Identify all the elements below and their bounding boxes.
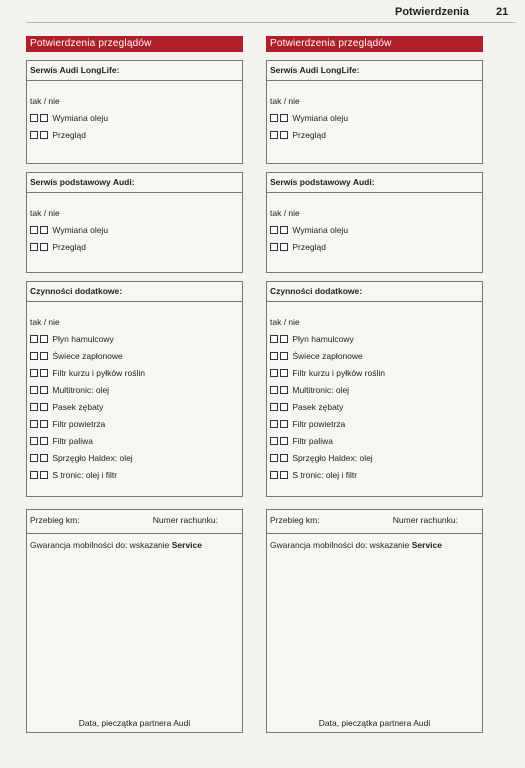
yes-checkbox[interactable] bbox=[30, 437, 38, 445]
check-label: Sprzęgło Haldex: olej bbox=[292, 453, 373, 463]
check-label: Przegląd bbox=[52, 130, 86, 140]
no-checkbox[interactable] bbox=[280, 403, 288, 411]
check-row bbox=[270, 365, 479, 382]
extra-tasks-title: Czynności dodatkowe: bbox=[267, 282, 482, 302]
yes-checkbox[interactable] bbox=[270, 243, 278, 251]
check-row bbox=[30, 416, 239, 433]
no-checkbox[interactable] bbox=[40, 471, 48, 479]
check-row bbox=[30, 331, 239, 348]
yes-no-label: tak / nie bbox=[30, 96, 60, 106]
section-header: Potwierdzenia przeglądów bbox=[266, 36, 483, 52]
yes-checkbox[interactable] bbox=[30, 471, 38, 479]
extra-tasks-box bbox=[26, 281, 243, 497]
no-checkbox[interactable] bbox=[280, 386, 288, 394]
yes-checkbox[interactable] bbox=[30, 403, 38, 411]
check-row bbox=[270, 222, 479, 239]
no-checkbox[interactable] bbox=[40, 386, 48, 394]
no-checkbox[interactable] bbox=[40, 454, 48, 462]
confirmation-box bbox=[266, 509, 483, 733]
check-label: Wymiana oleju bbox=[292, 113, 349, 123]
no-checkbox[interactable] bbox=[40, 335, 48, 343]
yes-checkbox[interactable] bbox=[30, 420, 38, 428]
yes-checkbox[interactable] bbox=[270, 226, 278, 234]
check-label: Przegląd bbox=[292, 242, 326, 252]
check-label: Filtr powietrza bbox=[52, 419, 106, 429]
check-label: Multitronic: olej bbox=[292, 385, 350, 395]
yes-checkbox[interactable] bbox=[270, 420, 278, 428]
no-checkbox[interactable] bbox=[40, 420, 48, 428]
dealer-stamp-label: Data, pieczątka partnera Audi bbox=[78, 718, 191, 728]
check-label: Przegląd bbox=[292, 130, 326, 140]
extra-tasks-box bbox=[266, 281, 483, 497]
check-label: S tronic: olej i filtr bbox=[52, 470, 118, 480]
check-label: Wymiana oleju bbox=[52, 225, 109, 235]
yes-checkbox[interactable] bbox=[30, 335, 38, 343]
check-row bbox=[30, 348, 239, 365]
guarantee-service-label: Service bbox=[411, 540, 442, 550]
yes-checkbox[interactable] bbox=[270, 352, 278, 360]
basic-service-title: Serwis podstawowy Audi: bbox=[267, 173, 482, 193]
column-right bbox=[266, 36, 483, 741]
yes-checkbox[interactable] bbox=[30, 369, 38, 377]
section-header: Potwierdzenia przeglądów bbox=[26, 36, 243, 52]
check-row bbox=[30, 467, 239, 484]
check-row bbox=[270, 399, 479, 416]
column-left bbox=[26, 36, 243, 741]
check-row bbox=[270, 416, 479, 433]
check-row bbox=[30, 450, 239, 467]
check-label: Filtr paliwa bbox=[52, 436, 93, 446]
invoice-field[interactable]: Numer rachunku: bbox=[152, 515, 218, 525]
yes-checkbox[interactable] bbox=[270, 131, 278, 139]
yes-no-label: tak / nie bbox=[270, 317, 300, 327]
basic-service-box bbox=[266, 172, 483, 273]
no-checkbox[interactable] bbox=[280, 131, 288, 139]
check-row bbox=[30, 365, 239, 382]
check-row bbox=[270, 110, 479, 127]
no-checkbox[interactable] bbox=[40, 226, 48, 234]
no-checkbox[interactable] bbox=[280, 454, 288, 462]
no-checkbox[interactable] bbox=[280, 471, 288, 479]
page-number: 21 bbox=[496, 6, 509, 18]
no-checkbox[interactable] bbox=[40, 352, 48, 360]
check-label: Filtr powietrza bbox=[292, 419, 346, 429]
no-checkbox[interactable] bbox=[40, 403, 48, 411]
check-label: S tronic: olej i filtr bbox=[292, 470, 358, 480]
check-row bbox=[270, 348, 479, 365]
longlife-box bbox=[266, 60, 483, 164]
no-checkbox[interactable] bbox=[40, 131, 48, 139]
yes-checkbox[interactable] bbox=[270, 335, 278, 343]
yes-checkbox[interactable] bbox=[270, 403, 278, 411]
check-label: Pasek zębaty bbox=[292, 402, 344, 412]
extra-tasks-title: Czynności dodatkowe: bbox=[27, 282, 242, 302]
check-label: Filtr kurzu i pyłków roślin bbox=[52, 368, 145, 378]
check-label: Sprzęgło Haldex: olej bbox=[52, 453, 133, 463]
mobility-guarantee-field[interactable] bbox=[267, 534, 482, 556]
no-checkbox[interactable] bbox=[40, 369, 48, 377]
yes-no-label: tak / nie bbox=[30, 208, 60, 218]
no-checkbox[interactable] bbox=[40, 114, 48, 122]
no-checkbox[interactable] bbox=[280, 352, 288, 360]
guarantee-label: Gwarancja mobilności do: wskazanie bbox=[30, 540, 170, 550]
no-checkbox[interactable] bbox=[280, 335, 288, 343]
no-checkbox[interactable] bbox=[40, 243, 48, 251]
header-rule bbox=[26, 22, 516, 23]
no-checkbox[interactable] bbox=[280, 420, 288, 428]
invoice-field[interactable]: Numer rachunku: bbox=[392, 515, 458, 525]
check-row bbox=[270, 450, 479, 467]
check-row bbox=[30, 433, 239, 450]
page-title: Potwierdzenia bbox=[395, 6, 469, 18]
check-label: Świece zapłonowe bbox=[292, 351, 363, 361]
check-row bbox=[30, 222, 239, 239]
longlife-title: Serwis Audi LongLife: bbox=[267, 61, 482, 81]
no-checkbox[interactable] bbox=[280, 226, 288, 234]
check-row bbox=[270, 467, 479, 484]
yes-checkbox[interactable] bbox=[270, 386, 278, 394]
no-checkbox[interactable] bbox=[40, 437, 48, 445]
yes-checkbox[interactable] bbox=[30, 454, 38, 462]
yes-checkbox[interactable] bbox=[30, 226, 38, 234]
confirmation-box bbox=[26, 509, 243, 733]
longlife-title: Serwis Audi LongLife: bbox=[27, 61, 242, 81]
yes-checkbox[interactable] bbox=[30, 352, 38, 360]
check-row bbox=[30, 399, 239, 416]
guarantee-service-label: Service bbox=[171, 540, 202, 550]
check-label: Świece zapłonowe bbox=[52, 351, 123, 361]
check-row bbox=[30, 382, 239, 399]
yes-checkbox[interactable] bbox=[270, 454, 278, 462]
check-label: Pasek zębaty bbox=[52, 402, 104, 412]
mobility-guarantee-field[interactable] bbox=[27, 534, 242, 556]
check-row bbox=[30, 239, 239, 256]
check-row bbox=[30, 127, 239, 144]
check-row bbox=[270, 382, 479, 399]
check-row bbox=[270, 331, 479, 348]
check-row bbox=[270, 239, 479, 256]
mileage-field[interactable]: Przebieg km: bbox=[270, 515, 320, 525]
check-label: Filtr kurzu i pyłków roślin bbox=[292, 368, 385, 378]
check-label: Multitronic: olej bbox=[52, 385, 110, 395]
yes-checkbox[interactable] bbox=[270, 437, 278, 445]
no-checkbox[interactable] bbox=[280, 369, 288, 377]
check-label: Wymiana oleju bbox=[292, 225, 349, 235]
yes-checkbox[interactable] bbox=[270, 471, 278, 479]
check-row bbox=[30, 110, 239, 127]
check-label: Wymiana oleju bbox=[52, 113, 109, 123]
check-label: Płyn hamulcowy bbox=[52, 334, 114, 344]
basic-service-title: Serwis podstawowy Audi: bbox=[27, 173, 242, 193]
no-checkbox[interactable] bbox=[280, 114, 288, 122]
basic-service-box bbox=[26, 172, 243, 273]
yes-no-label: tak / nie bbox=[270, 208, 300, 218]
check-label: Płyn hamulcowy bbox=[292, 334, 354, 344]
yes-no-label: tak / nie bbox=[30, 317, 60, 327]
guarantee-label: Gwarancja mobilności do: wskazanie bbox=[270, 540, 410, 550]
yes-checkbox[interactable] bbox=[30, 386, 38, 394]
yes-no-label: tak / nie bbox=[270, 96, 300, 106]
longlife-box bbox=[26, 60, 243, 164]
yes-checkbox[interactable] bbox=[30, 131, 38, 139]
check-label: Filtr paliwa bbox=[292, 436, 333, 446]
no-checkbox[interactable] bbox=[280, 243, 288, 251]
check-label: Przegląd bbox=[52, 242, 86, 252]
mileage-field[interactable]: Przebieg km: bbox=[30, 515, 80, 525]
yes-checkbox[interactable] bbox=[30, 114, 38, 122]
dealer-stamp-label: Data, pieczątka partnera Audi bbox=[318, 718, 431, 728]
yes-checkbox[interactable] bbox=[270, 114, 278, 122]
yes-checkbox[interactable] bbox=[270, 369, 278, 377]
check-row bbox=[270, 433, 479, 450]
check-row bbox=[270, 127, 479, 144]
yes-checkbox[interactable] bbox=[30, 243, 38, 251]
no-checkbox[interactable] bbox=[280, 437, 288, 445]
